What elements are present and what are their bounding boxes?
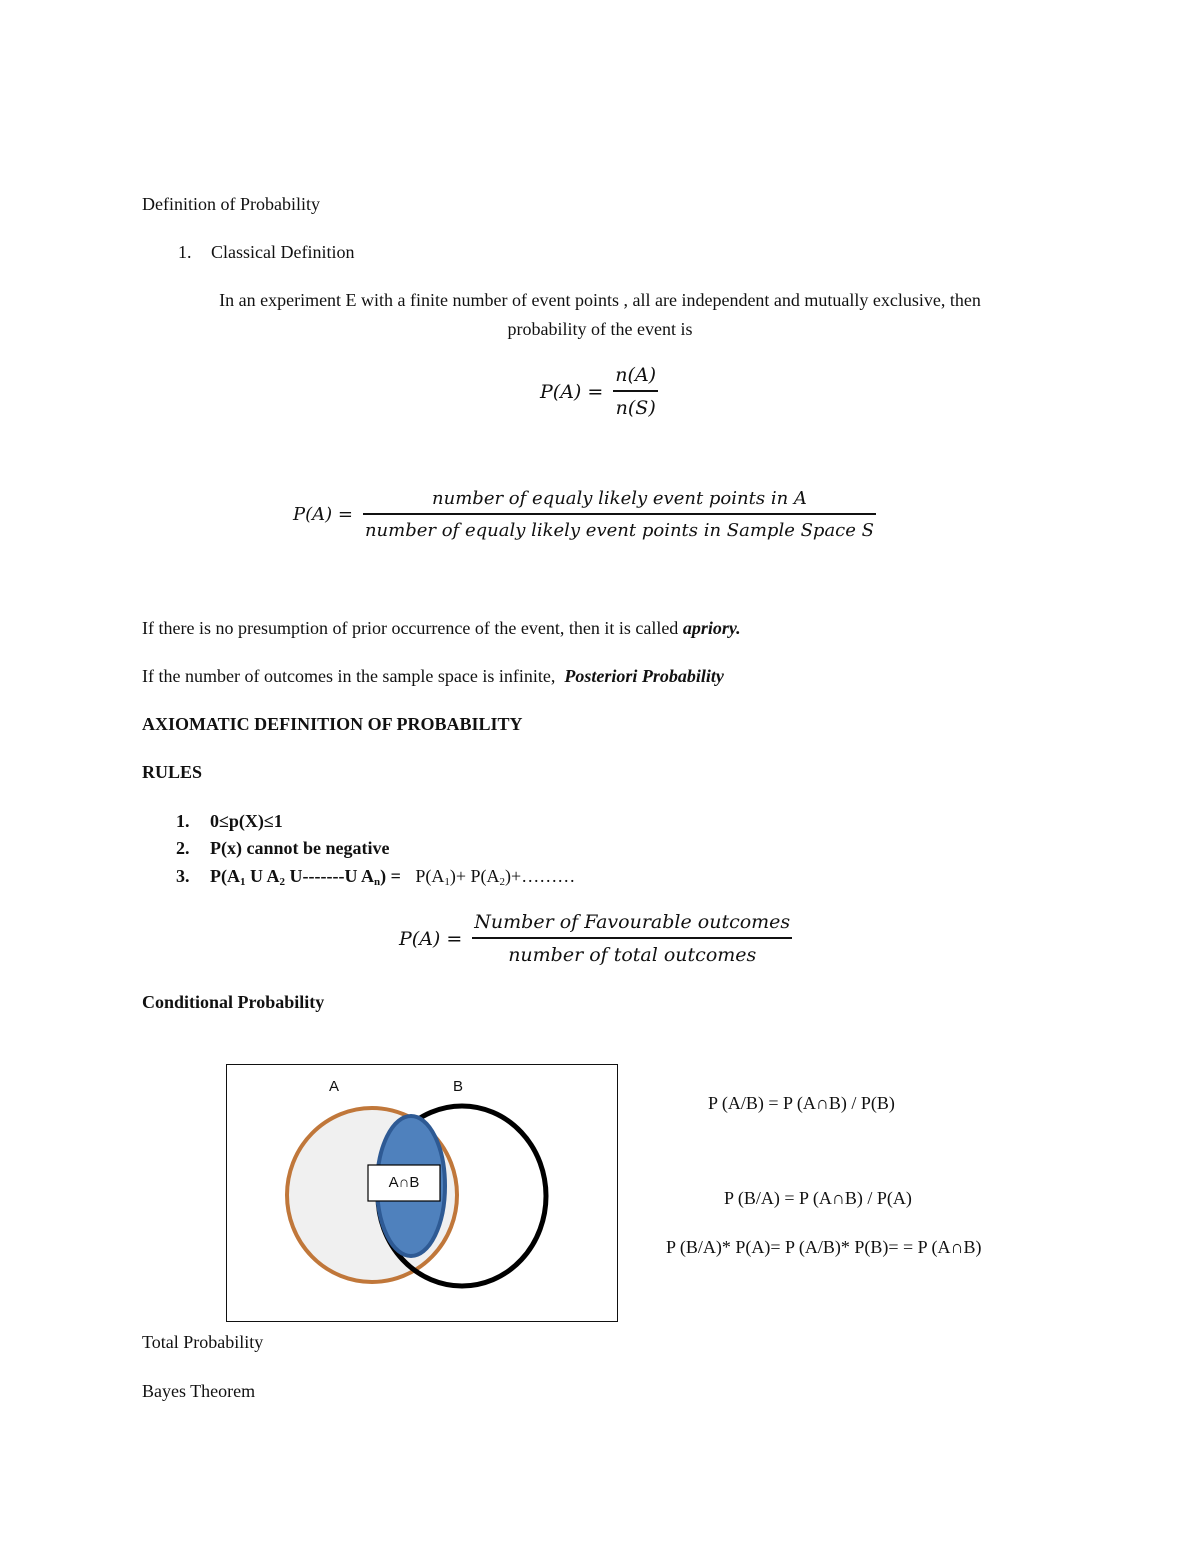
apriory-sentence xyxy=(142,619,741,637)
apriory-term: apriory. xyxy=(682,618,741,638)
formula-classical-short xyxy=(540,364,658,419)
heading-axiomatic: AXIOMATIC DEFINITION OF PROBABILITY xyxy=(142,714,523,734)
posteriori-sentence xyxy=(142,667,724,685)
formula-lhs: P(A) = xyxy=(540,380,604,403)
rule-item-1 xyxy=(176,812,283,830)
posteriori-term: Posteriori Probability xyxy=(564,666,724,686)
rule3-part: )+……… xyxy=(505,866,576,886)
rule3-subscript: 2 xyxy=(279,876,286,888)
heading-conditional: Conditional Probability xyxy=(142,992,325,1012)
rule3-part: U-------U A xyxy=(285,866,374,886)
rule3-subscript: 1 xyxy=(240,876,246,888)
rule3-subscript: 1 xyxy=(444,876,450,888)
formula-denominator: n(S) xyxy=(615,397,656,419)
venn-diagram xyxy=(226,1064,618,1322)
rule3-part: ) = xyxy=(380,866,406,886)
heading-rules: RULES xyxy=(142,762,203,782)
rule-number: 3. xyxy=(176,866,190,886)
rule-text: 0≤p(X)≤1 xyxy=(210,811,283,831)
formula-numerator: number of equaly likely event points in A xyxy=(432,488,807,509)
classical-text-line2: probability of the event is xyxy=(507,319,693,339)
venn-label-a: A xyxy=(329,1078,340,1095)
conditional-formula-a-given-b: P (A/B) = P (A∩B) / P(B) xyxy=(708,1093,895,1113)
formula-denominator: number of total outcomes xyxy=(508,944,757,966)
rule3-subscript: 2 xyxy=(499,876,506,888)
formula-lhs: P(A) = xyxy=(399,927,463,950)
heading-definition: Definition of Probability xyxy=(142,194,320,214)
heading-classical: Classical Definition xyxy=(211,242,355,262)
formula-numerator: Number of Favourable outcomes xyxy=(474,911,791,933)
classical-text-line1: In an experiment E with a finite number of event points , all are independent and mutually exclusive, then xyxy=(219,290,981,310)
rule3-subscript: n xyxy=(373,876,381,888)
rule3-union-expression xyxy=(210,866,405,886)
heading-bayes-theorem: Bayes Theorem xyxy=(142,1381,256,1401)
formula-numerator: n(A) xyxy=(615,364,657,386)
rule3-part: P(A xyxy=(210,866,240,886)
formula-denominator: number of equaly likely event points in Sample Space S xyxy=(364,520,874,541)
rule-text: P(x) cannot be negative xyxy=(210,838,390,858)
list-number-1: 1. xyxy=(178,242,192,262)
formula-lhs: P(A) = xyxy=(293,504,353,525)
rule-number: 2. xyxy=(176,838,190,858)
apriory-text: If there is no presumption of prior occurrence of the event, then it is called xyxy=(142,618,683,638)
venn-svg xyxy=(227,1065,617,1321)
venn-label-intersection: A∩B xyxy=(388,1174,420,1191)
rule-number: 1. xyxy=(176,811,190,831)
venn-label-b: B xyxy=(453,1078,464,1095)
rule3-part: U A xyxy=(245,866,280,886)
rule-item-2 xyxy=(176,839,389,857)
posteriori-text: If the number of outcomes in the sample space is infinite, xyxy=(142,666,565,686)
formula-axiomatic xyxy=(399,911,792,966)
heading-total-probability: Total Probability xyxy=(142,1332,264,1352)
formula-classical-long xyxy=(293,488,876,541)
rule3-part: )+ P(A xyxy=(449,866,500,886)
rule3-sum-expression xyxy=(415,866,575,886)
conditional-formula-product: P (B/A)* P(A)= P (A/B)* P(B)= = P (A∩B) xyxy=(666,1237,982,1257)
rule3-part: P(A xyxy=(415,866,445,886)
conditional-formula-b-given-a: P (B/A) = P (A∩B) / P(A) xyxy=(724,1188,912,1208)
rule-item-3 xyxy=(176,867,575,888)
